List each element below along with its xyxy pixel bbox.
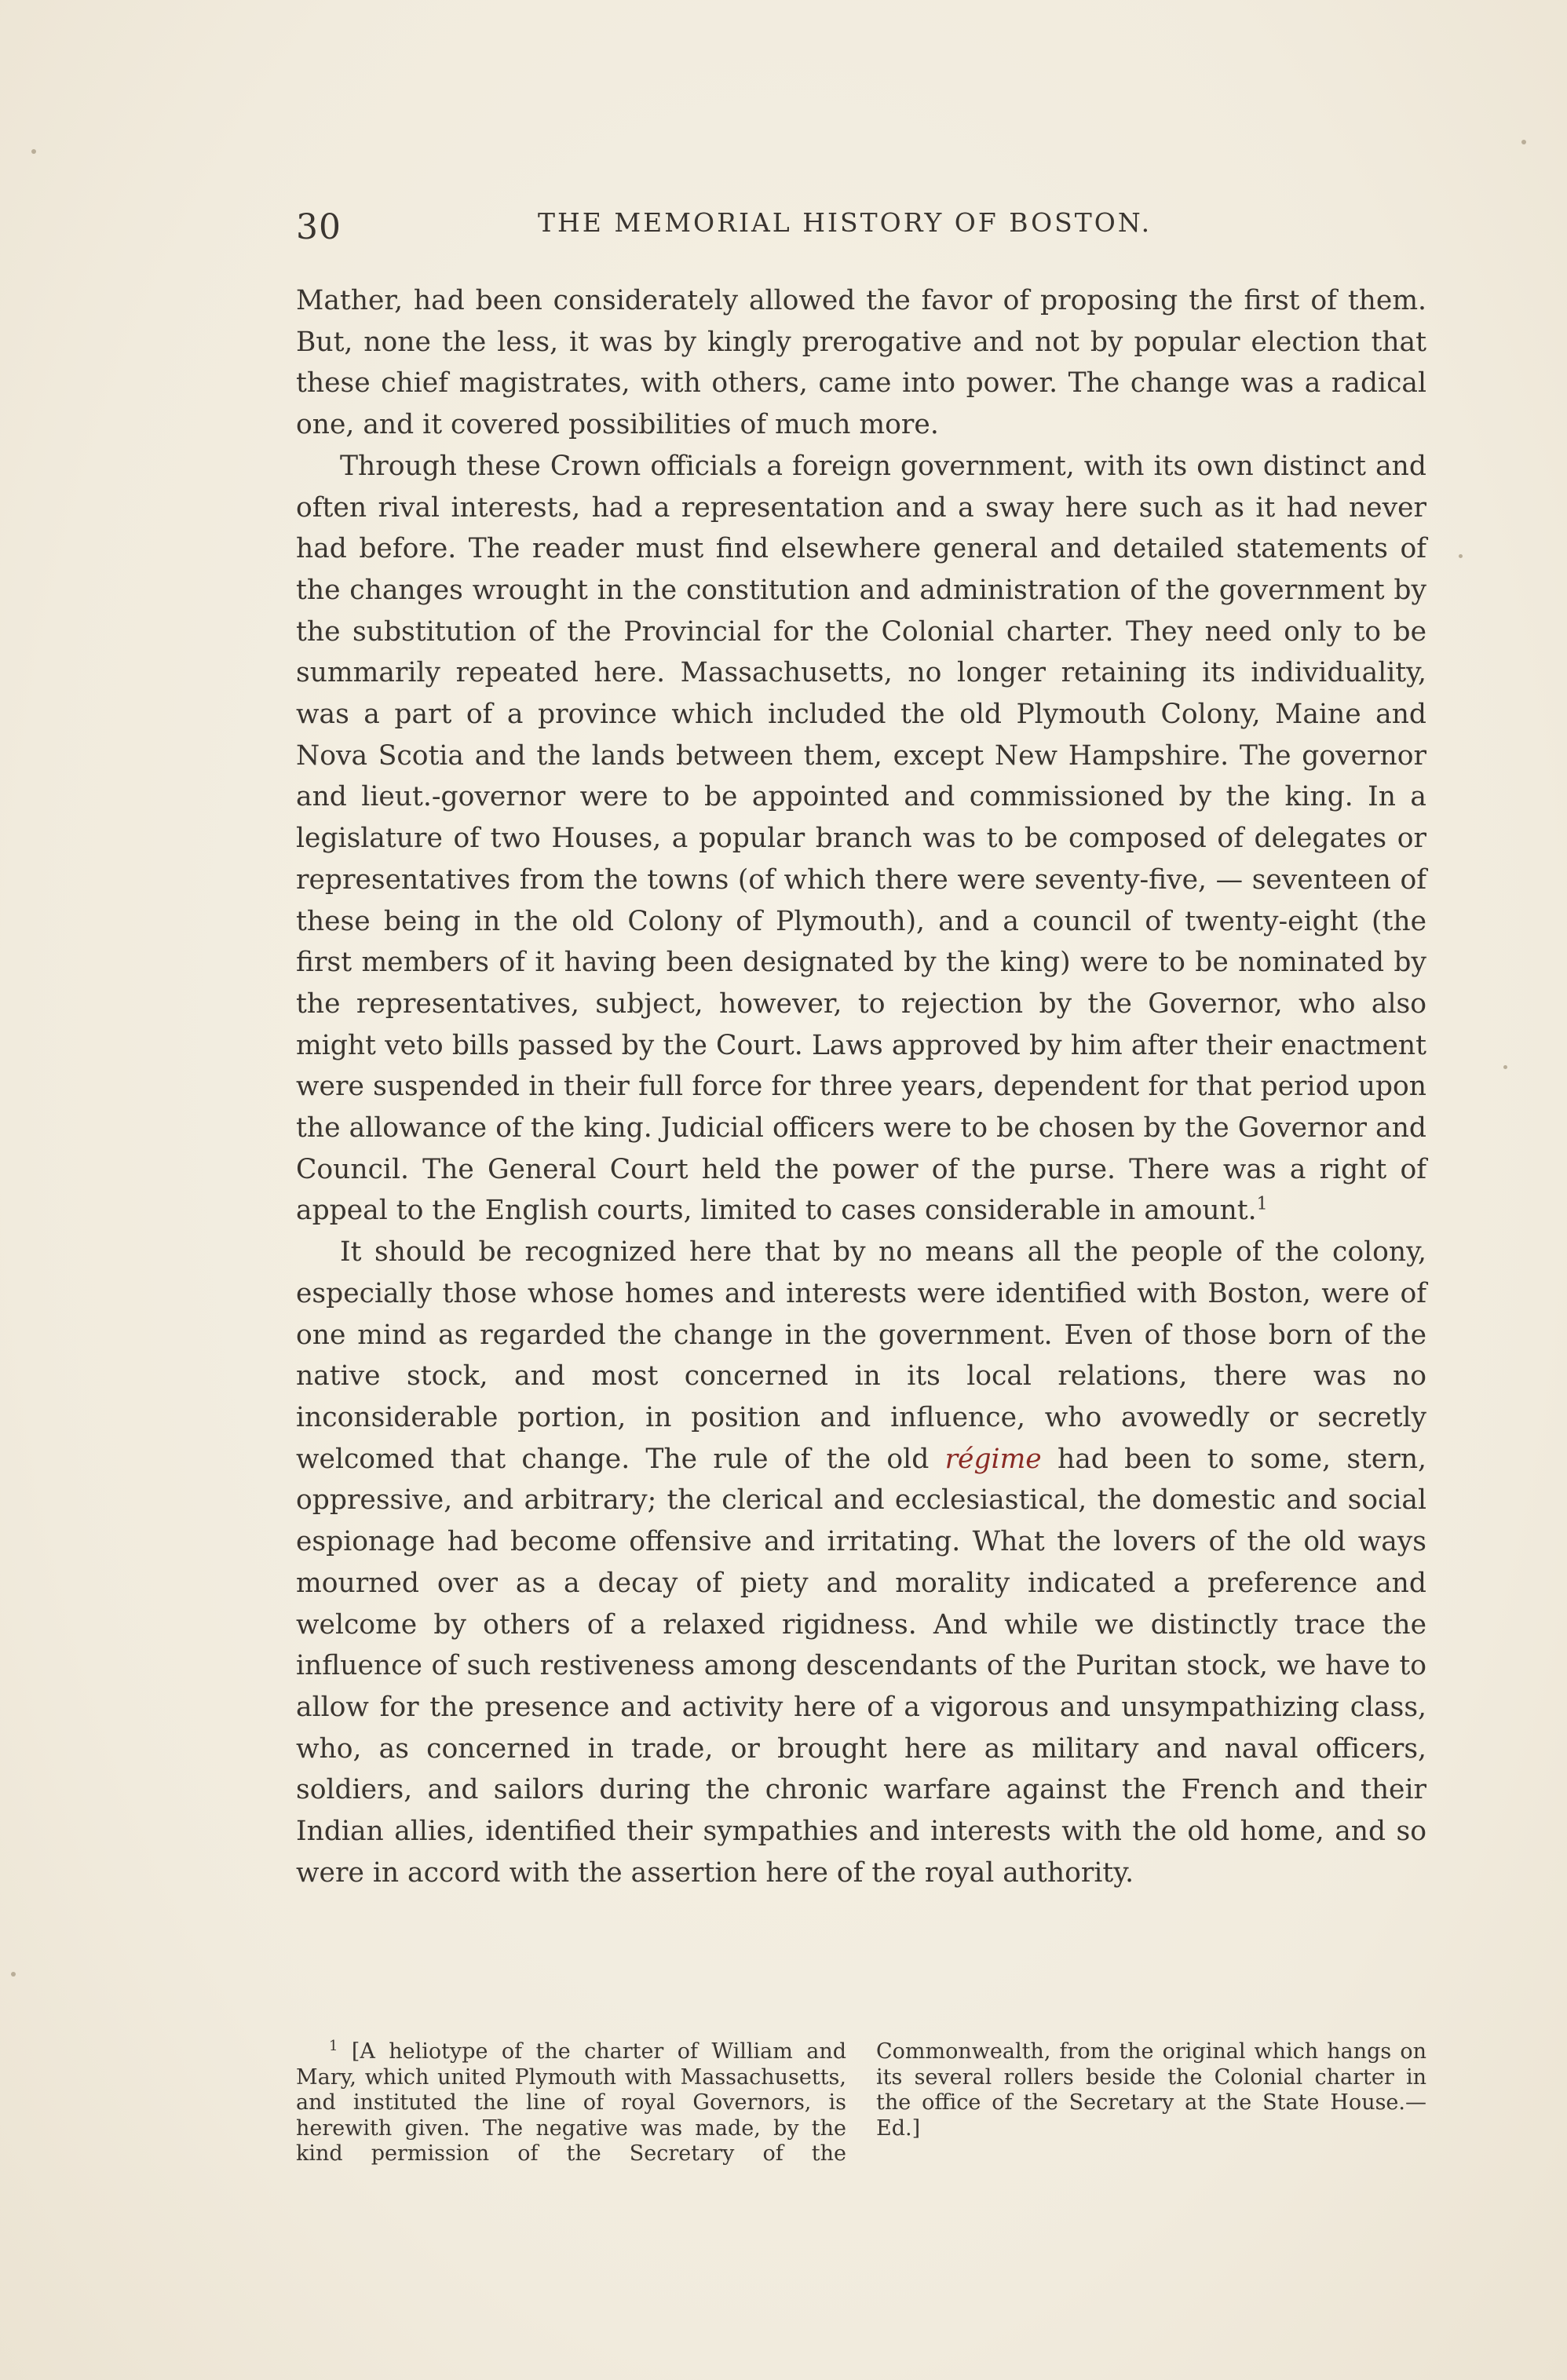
paragraph-3-text: It should be recognized here that by no means all the people of the colony, especially those whose homes and interests were identified with Boston, were of one mind as regarded the change in the government. Even of those born of the native stock, and most concerned in its local relations, there was no inconsiderable portion, in position and influence, who avowedly or secretly welcomed that change. The rule of the old [296, 1236, 1426, 1475]
footnote [296, 2039, 1426, 2167]
footnote-text: [A heliotype of the charter of William and Mary, which united Plymouth with Massachusetts, and instituted the line of royal Governors, is herewith given. The negative was made, by the kind permission of the Secretary of the Commonwealth, from the original which hangs on its several rollers beside the Colonial charter in the office of the Secretary at the State House.—Ed.] [296, 2039, 1426, 2166]
italic-regime: régime [944, 1443, 1042, 1475]
running-head: THE MEMORIAL HISTORY OF BOSTON. [538, 207, 1152, 238]
paper-speck [1521, 140, 1526, 144]
page-header [296, 196, 1426, 251]
paragraph-2 [296, 446, 1426, 1232]
paragraph-2-text: Through these Crown officials a foreign government, with its own distinct and often rival interests, had a representation and a sway here such as it had never had before. The reader must find elsewhere general and detailed statements of the changes wrought in the constitution and administration of the government by the substitution of the Provincial for the Colonial charter. They need only to be summarily repeated here. Massachusetts, no longer retaining its individuality, was a part of a province which included the old Plymouth Colony, Maine and Nova Scotia and the lands between them, except New Hampshire. The governor and lieut.-governor were to be appointed and commissioned by the king. In a legislature of two Houses, a popular branch was to be composed of delegates or representatives from the towns (of which there were seventy-five, — seventeen of these being in the old Colony of Plymouth), and a council of twenty-eight (the first members of it having been designated by the king) were to be nominated by the representatives, subject, however, to rejection by the Governor, who also might veto bills passed by the Court. Laws approved by him after their enactment were suspended in their full force for three years, dependent for that period upon the allowance of the king. Judicial officers were to be chosen by the Governor and Council. The General Court held the power of the purse. There was a right of appeal to the English courts, limited to cases considerable in amount. [296, 450, 1426, 1227]
paper-speck [11, 1972, 16, 1977]
paragraph-1 [296, 280, 1426, 446]
footnote-reference: 1 [1256, 1194, 1268, 1214]
page-number: 30 [296, 207, 342, 247]
paragraph-1-text: Mather, had been considerately allowed the favor of proposing the first of them. But, none the less, it was by kingly prerogative and not by popular election that these chief magistrates, with others, came into power. The change was a radical one, and it covered possibilities of much more. [296, 285, 1426, 441]
paper-speck [1503, 1065, 1507, 1069]
paper-speck [1459, 554, 1463, 558]
paper-speck [31, 149, 36, 154]
paragraph-3-text-continued: had been to some, stern, oppressive, and arbitrary; the clerical and ecclesiastical, the domestic and social espionage had become offensive and irritating. What the lovers of the old ways mourned over as a decay of piety and morality indicated a preference and welcome by others of a relaxed rigidness. And while we distinctly trace the influence of such restiveness among descendants of the Puritan stock, we have to allow for the presence and activity here of a vigorous and unsympathizing class, who, as concerned in trade, or brought here as military and naval officers, soldiers, and sailors during the chronic warfare against the French and their Indian allies, identified their sympathies and interests with the old home, and so were in accord with the assertion here of the royal authority. [296, 1443, 1427, 1889]
paragraph-3 [296, 1232, 1426, 1893]
footnote-mark: 1 [329, 2038, 338, 2054]
body-text [296, 280, 1426, 1893]
